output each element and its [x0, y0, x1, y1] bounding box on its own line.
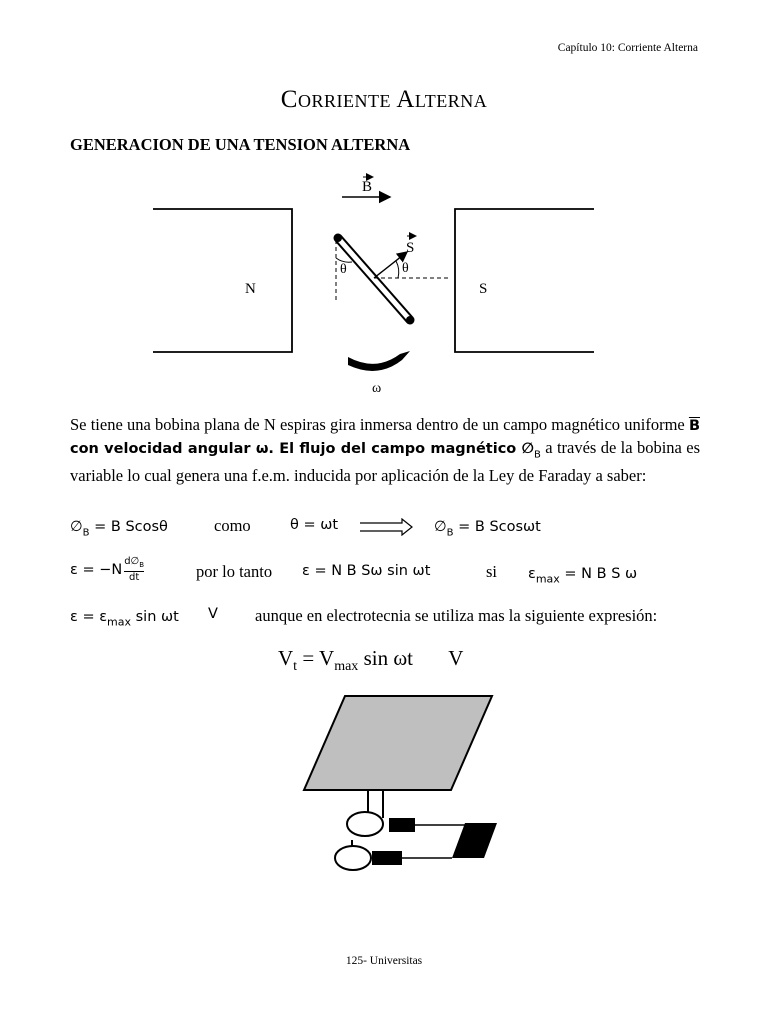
- coil-end-dot: [406, 316, 414, 324]
- eq-sub: B: [82, 527, 90, 539]
- slip-ring: [347, 812, 383, 836]
- b-vector: $\overline{B}$: [688, 418, 700, 434]
- phi-symbol: ∅: [521, 441, 534, 457]
- omega-label: ω: [372, 381, 382, 396]
- electrotecnia-note: aunque en electrotecnia se utiliza mas la siguiente expresión:: [255, 606, 658, 625]
- eq-text: ε = −N: [70, 562, 123, 578]
- coil-plate: [304, 696, 492, 790]
- angle-label-left: θ: [340, 262, 347, 277]
- rotation-arrow-icon: [348, 351, 410, 371]
- phi-subscript: B: [533, 449, 541, 461]
- eq-text: ε = ε: [70, 609, 108, 625]
- coil-inner: [338, 238, 410, 320]
- eq-sub: B: [446, 527, 454, 539]
- eq-sub: max: [107, 615, 132, 629]
- generator-diagram: [290, 690, 510, 880]
- angle-arc: [396, 261, 399, 278]
- brush: [372, 851, 402, 865]
- unit-volt: V: [448, 646, 464, 670]
- como-text: como: [214, 516, 251, 535]
- angle-label-right: θ: [402, 261, 409, 276]
- page-footer: 125- Universitas: [345, 955, 423, 967]
- brush: [389, 818, 415, 832]
- eq-text: = V: [297, 646, 335, 670]
- unit-volt: V: [208, 606, 218, 622]
- section-heading: GENERACION DE UNA TENSION ALTERNA: [70, 135, 411, 154]
- eq-text: V: [278, 646, 294, 670]
- eq-text: = N B S ω: [559, 566, 638, 582]
- theta-equation: θ = ωt: [290, 517, 339, 533]
- slip-ring: [335, 846, 371, 870]
- para-text-bold: con velocidad angular ω. El flujo del campo magnético: [70, 441, 522, 457]
- north-label: N: [245, 281, 256, 297]
- fraction: [124, 556, 144, 584]
- para-text: a través de la bobina es variable lo cual genera una f.e.m. inducida por aplicación de la Ley de Faraday a saber:: [70, 438, 701, 486]
- eq-text: = B Scosωt: [453, 519, 541, 535]
- load-terminal: [452, 823, 497, 858]
- emf-equation: [70, 556, 144, 584]
- flux-equation: [70, 516, 168, 538]
- south-pole: [455, 209, 594, 352]
- eq-sub: max: [535, 572, 560, 586]
- emf-result: ε = N B Sω sin ωt: [302, 563, 431, 579]
- fraction-denominator: dt: [129, 572, 140, 583]
- coil-end-dot: [334, 234, 342, 242]
- magnet-coil-diagram: [0, 160, 768, 400]
- eq-sub: B: [139, 561, 145, 569]
- eq-sub: t: [293, 659, 298, 675]
- eq-text: sin ωt: [358, 646, 413, 670]
- eq-sub: max: [334, 659, 359, 675]
- eq-text: = B Scosθ: [89, 519, 168, 535]
- area-label: S: [406, 240, 415, 256]
- eq-text: ε: [528, 566, 536, 582]
- north-pole: [153, 209, 292, 352]
- por-lo-tanto-text: por lo tanto: [196, 562, 273, 581]
- implies-arrow-icon: [358, 518, 414, 536]
- voltage-equation: [278, 646, 463, 675]
- flux-equation-result: [434, 516, 541, 538]
- south-label: S: [479, 281, 488, 297]
- para-text: Se tiene una bobina plana de N espiras gira inmersa dentro de un campo magnético uniforme: [70, 415, 689, 434]
- field-label: B: [362, 179, 373, 195]
- fraction-numerator: d∅: [124, 556, 140, 567]
- running-header: Capítulo 10: Corriente Alterna: [557, 42, 698, 54]
- eq-text: sin ωt: [131, 609, 179, 625]
- intro-paragraph: [70, 414, 700, 486]
- emf-sine-equation: [70, 606, 179, 628]
- si-text: si: [486, 562, 498, 581]
- eq-text: ∅: [434, 519, 447, 535]
- emax-equation: [528, 563, 637, 585]
- page-title: Corriente Alterna: [280, 86, 488, 113]
- eq-text: ∅: [70, 519, 83, 535]
